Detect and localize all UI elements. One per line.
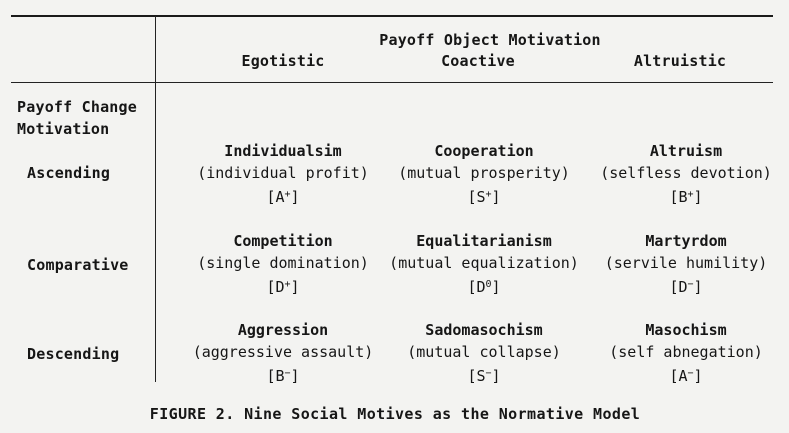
motive-description: (mutual prosperity) bbox=[398, 164, 570, 182]
motive-name: Aggression bbox=[237, 321, 329, 339]
motive-code: $[D^0]$ bbox=[467, 278, 501, 296]
motive-code: [B+] bbox=[669, 188, 703, 206]
motive-cell-sadomasochism bbox=[407, 319, 561, 387]
payoff-change-heading-line2: Motivation bbox=[17, 120, 110, 138]
payoff-change-heading-line1: Payoff Change bbox=[17, 98, 137, 116]
motive-name: Sadomasochism bbox=[425, 321, 543, 339]
motive-description: (self abnegation) bbox=[609, 343, 763, 361]
motive-cell-competition bbox=[197, 230, 369, 298]
motive-description: (selfless devotion) bbox=[600, 164, 772, 182]
motive-description: (individual profit) bbox=[197, 164, 369, 182]
motive-code: [B−] bbox=[266, 367, 300, 385]
motive-cell-masochism bbox=[609, 319, 763, 387]
motive-name: Equalitarianism bbox=[416, 232, 552, 250]
column-heading-altruistic: Altruistic bbox=[633, 52, 727, 70]
payoff-object-heading: Payoff Object Motivation bbox=[379, 31, 601, 49]
motive-cell-equalitarianism bbox=[389, 230, 579, 298]
stub-column-rule bbox=[155, 16, 156, 382]
motive-cell-aggression bbox=[193, 319, 374, 387]
row-label-ascending: Ascending bbox=[27, 164, 111, 182]
column-heading-egotistic: Egotistic bbox=[241, 52, 325, 70]
motive-code: [S−] bbox=[467, 367, 501, 385]
motive-code: [A−] bbox=[669, 367, 703, 385]
motive-name: Altruism bbox=[649, 142, 723, 160]
motive-description: (servile humility) bbox=[604, 254, 768, 272]
motive-name: Cooperation bbox=[434, 142, 534, 160]
motive-code: [S+] bbox=[467, 188, 501, 206]
motive-description: (mutual collapse) bbox=[407, 343, 561, 361]
motive-name: Masochism bbox=[645, 321, 727, 339]
motive-description: (single domination) bbox=[197, 254, 369, 272]
motive-cell-cooperation bbox=[398, 140, 570, 208]
motive-cell-martyrdom bbox=[605, 230, 768, 298]
column-heading-coactive: Coactive bbox=[441, 52, 515, 70]
motive-description: (mutual equalization) bbox=[389, 254, 579, 272]
motive-code: [A+] bbox=[266, 188, 300, 206]
motive-name: Competition bbox=[233, 232, 333, 250]
motive-code: [D+] bbox=[266, 278, 300, 296]
motive-description: (aggressive assault) bbox=[192, 343, 374, 361]
row-label-comparative: Comparative bbox=[27, 256, 129, 274]
figure-caption: FIGURE 2. Nine Social Motives as the Normative Model bbox=[149, 405, 641, 423]
table-top-rule bbox=[11, 15, 773, 17]
motive-cell-individualism bbox=[197, 140, 369, 208]
motive-cell-altruism bbox=[600, 140, 772, 208]
motive-name: Individualsim bbox=[224, 142, 342, 160]
row-label-descending: Descending bbox=[27, 345, 120, 363]
motive-name: Martyrdom bbox=[645, 232, 727, 250]
header-rule bbox=[11, 82, 773, 83]
motive-code: [D−] bbox=[669, 278, 703, 296]
